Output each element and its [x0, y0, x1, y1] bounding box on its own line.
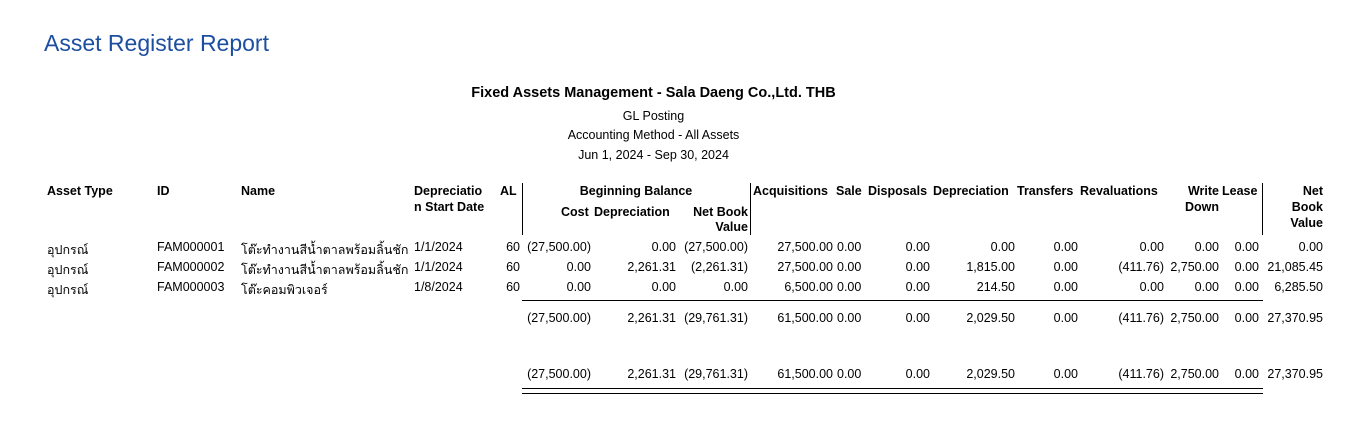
col-id: ID: [157, 184, 170, 198]
cell-reval: 0.00: [1139, 280, 1164, 294]
cell-acq: 61,500.00: [777, 311, 833, 325]
cell-al: 60: [506, 240, 520, 254]
cell-dep: 2,261.31: [627, 367, 676, 381]
col-revaluations: Revaluations: [1080, 184, 1158, 198]
cell-depr: 214.50: [976, 280, 1015, 294]
col-dep-start-1: Depreciatio: [414, 184, 483, 198]
separator-line: [1262, 183, 1263, 235]
cell-trans: 0.00: [1053, 367, 1078, 381]
cell-trans: 0.00: [1053, 280, 1078, 294]
col-name: Name: [241, 184, 276, 198]
cell-wd: 2,750.00: [1170, 260, 1219, 274]
report-posting: GL Posting: [622, 109, 685, 123]
col-disposals: Disposals: [868, 184, 928, 198]
cell-dep: 0.00: [651, 280, 676, 294]
cell-lease: 0.00: [1234, 367, 1259, 381]
report-method: Accounting Method - All Assets: [567, 128, 740, 142]
cell-nbv: (2,261.31): [691, 260, 748, 274]
cell-sale: 0.00: [837, 367, 862, 381]
cell-wd: 0.00: [1194, 240, 1219, 254]
cell-lease: 0.00: [1234, 260, 1259, 274]
cell-net: 21,085.45: [1267, 260, 1323, 274]
cell-nbv: 0.00: [723, 280, 748, 294]
cell-acq: 27,500.00: [777, 260, 833, 274]
col-acquisitions: Acquisitions: [753, 184, 829, 198]
col-nbv-sub-2: Value: [715, 220, 748, 234]
col-lease: Lease: [1222, 184, 1258, 198]
cell-dep: 2,261.31: [627, 260, 676, 274]
cell-disp: 0.00: [905, 280, 930, 294]
cell-sale: 0.00: [837, 311, 862, 325]
cell-start: 1/1/2024: [414, 260, 463, 274]
cell-depr: 0.00: [990, 240, 1015, 254]
cell-cost: (27,500.00): [527, 311, 591, 325]
col-depreciation-sub: Depreciation: [594, 205, 670, 219]
col-write-down-2: Down: [1184, 200, 1219, 214]
cell-disp: 0.00: [905, 367, 930, 381]
col-depreciation: Depreciation: [933, 184, 1009, 198]
cell-acq: 6,500.00: [784, 280, 833, 294]
cell-sale: 0.00: [837, 240, 862, 254]
cell-net: 0.00: [1298, 240, 1323, 254]
cell-depr: 1,815.00: [966, 260, 1015, 274]
cell-nbv: (29,761.31): [684, 367, 748, 381]
col-transfers: Transfers: [1017, 184, 1074, 198]
cell-id: FAM000001: [157, 240, 225, 254]
cell-name: โต๊ะทำงานสีน้ำตาลพร้อมลิ้นชัก: [241, 263, 409, 277]
cell-trans: 0.00: [1053, 240, 1078, 254]
cell-dep: 0.00: [651, 240, 676, 254]
cell-cost: 0.00: [566, 260, 591, 274]
cell-nbv: (29,761.31): [684, 311, 748, 325]
cell-reval: (411.76): [1118, 260, 1164, 274]
separator-line: [522, 183, 523, 235]
cell-disp: 0.00: [905, 311, 930, 325]
cell-depr: 2,029.50: [966, 311, 1015, 325]
report-company: Fixed Assets Management - Sala Daeng Co.,Ltd. THB: [471, 85, 836, 101]
col-nbv-2: Book: [1291, 200, 1323, 214]
cell-nbv: (27,500.00): [684, 240, 748, 254]
cell-acq: 27,500.00: [777, 240, 833, 254]
cell-type: อุปกรณ์: [47, 283, 89, 297]
col-nbv-3: Value: [1290, 216, 1323, 230]
cell-trans: 0.00: [1053, 311, 1078, 325]
cell-disp: 0.00: [905, 260, 930, 274]
cell-type: อุปกรณ์: [47, 243, 89, 257]
cell-wd: 2,750.00: [1170, 311, 1219, 325]
col-nbv-sub-1: Net Book: [693, 205, 748, 219]
cell-sale: 0.00: [837, 280, 862, 294]
col-asset-type: Asset Type: [47, 184, 113, 198]
cell-sale: 0.00: [837, 260, 862, 274]
col-nbv-1: Net: [1302, 184, 1323, 198]
cell-al: 60: [506, 280, 520, 294]
grand-total-line-2: [522, 393, 1263, 394]
col-write-down-1: Write: [1187, 184, 1219, 198]
col-beginning-balance: Beginning Balance: [579, 184, 693, 198]
cell-wd: 2,750.00: [1170, 367, 1219, 381]
cell-reval: (411.76): [1118, 311, 1164, 325]
cell-depr: 2,029.50: [966, 367, 1015, 381]
cell-reval: (411.76): [1118, 367, 1164, 381]
col-cost: Cost: [561, 205, 589, 219]
cell-id: FAM000003: [157, 280, 225, 294]
cell-id: FAM000002: [157, 260, 225, 274]
cell-start: 1/8/2024: [414, 280, 463, 294]
cell-wd: 0.00: [1194, 280, 1219, 294]
cell-al: 60: [506, 260, 520, 274]
col-dep-start-2: n Start Date: [414, 200, 485, 214]
cell-net: 27,370.95: [1267, 367, 1323, 381]
cell-name: โต๊ะคอมพิวเจอร์: [241, 283, 328, 297]
cell-lease: 0.00: [1234, 240, 1259, 254]
subtotal-line: [522, 300, 1263, 301]
cell-lease: 0.00: [1234, 280, 1259, 294]
cell-lease: 0.00: [1234, 311, 1259, 325]
page-title: Asset Register Report: [44, 30, 269, 56]
cell-name: โต๊ะทำงานสีน้ำตาลพร้อมลิ้นชัก: [241, 243, 409, 257]
cell-type: อุปกรณ์: [47, 263, 89, 277]
cell-reval: 0.00: [1139, 240, 1164, 254]
report-period: Jun 1, 2024 - Sep 30, 2024: [578, 148, 729, 162]
cell-dep: 2,261.31: [627, 311, 676, 325]
col-sale: Sale: [836, 184, 862, 198]
cell-trans: 0.00: [1053, 260, 1078, 274]
grand-total-line-1: [522, 388, 1263, 389]
cell-cost: (27,500.00): [527, 240, 591, 254]
separator-line: [750, 183, 751, 235]
cell-net: 27,370.95: [1267, 311, 1323, 325]
cell-cost: 0.00: [566, 280, 591, 294]
cell-acq: 61,500.00: [777, 367, 833, 381]
cell-disp: 0.00: [905, 240, 930, 254]
col-al: AL: [500, 184, 517, 198]
cell-net: 6,285.50: [1274, 280, 1323, 294]
cell-cost: (27,500.00): [527, 367, 591, 381]
cell-start: 1/1/2024: [414, 240, 463, 254]
